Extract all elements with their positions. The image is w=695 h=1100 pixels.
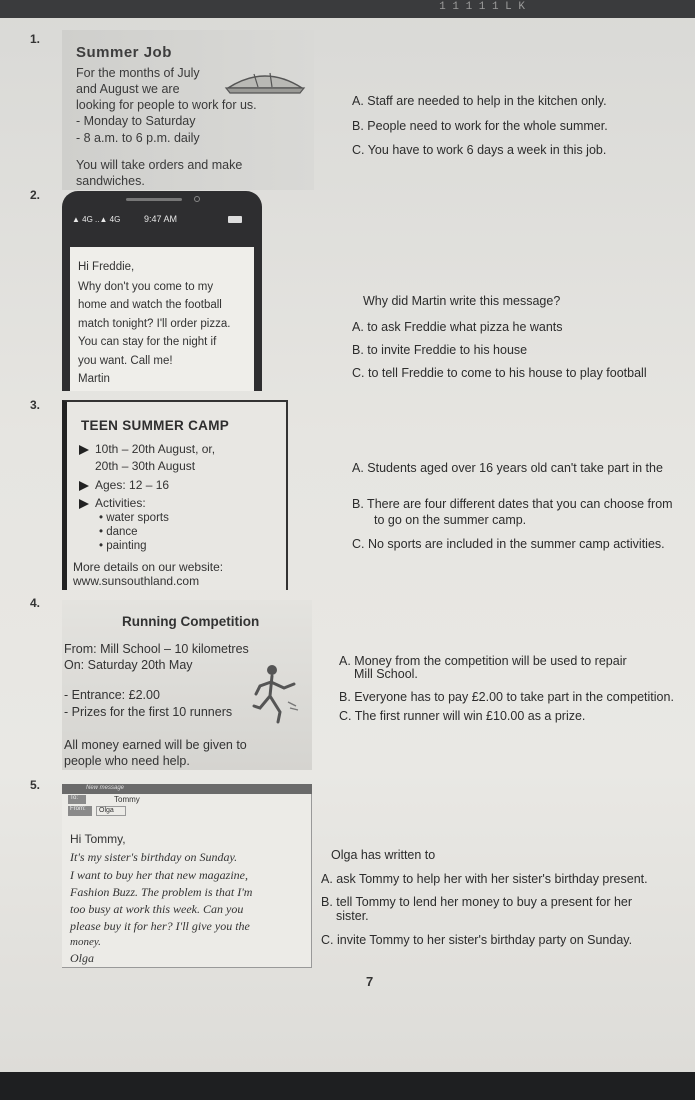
ad-line: sandwiches.	[76, 174, 145, 188]
email-to: Tommy	[114, 795, 140, 804]
email-line: money.	[70, 936, 101, 948]
summer-camp-ad	[62, 400, 288, 590]
q3-option-b: B. There are four different dates that you can choose from	[352, 497, 673, 511]
camp-activity: • painting	[99, 540, 147, 552]
email-message	[62, 784, 312, 968]
camp-activity: • water sports	[99, 512, 169, 524]
question-number-1: 1.	[30, 32, 41, 46]
run-line: - Entrance: £2.00	[64, 688, 160, 702]
header-fragment: 1 1 1 1 1 L K	[439, 1, 525, 13]
ad-line: For the months of July	[76, 66, 200, 80]
phone-camera-icon	[194, 196, 200, 202]
ad-line: looking for people to work for us.	[76, 98, 257, 112]
run-line: people who need help.	[64, 754, 190, 768]
q5-option-b-cont: sister.	[336, 909, 369, 923]
email-header-bar	[62, 784, 312, 794]
arrow-bullet-icon	[79, 481, 89, 491]
running-competition-ad	[62, 600, 312, 770]
q2-option-c: C. to tell Freddie to come to his house to play football	[352, 366, 647, 380]
sandwich-icon	[224, 68, 306, 96]
q5-option-b: B. tell Tommy to lend her money to buy a present for her	[321, 895, 633, 909]
email-header-title: New message	[86, 785, 125, 791]
q4-option-c: C. The first runner will win £10.00 as a prize.	[339, 709, 586, 723]
email-line: too busy at work this week. Can you	[70, 902, 244, 916]
email-line: I want to buy her that new magazine,	[70, 868, 248, 882]
email-to-row	[62, 795, 312, 805]
q2-option-b: B. to invite Freddie to his house	[352, 343, 528, 357]
q1-option-a: A. Staff are needed to help in the kitchen only.	[352, 94, 607, 108]
q4-option-b: B. Everyone has to pay £2.00 to take part in the competition.	[339, 690, 674, 704]
email-from: Olga	[96, 806, 126, 816]
email-line: Hi Tommy,	[70, 832, 126, 846]
phone-time: 9:47 AM	[144, 214, 178, 224]
q5-option-c: C. invite Tommy to her sister's birthday party on Sunday.	[321, 933, 633, 947]
phone-status-bar	[62, 213, 262, 227]
run-line: - Prizes for the first 10 runners	[64, 705, 233, 719]
camp-website: www.sunsouthland.com	[73, 574, 200, 588]
email-line: Fashion Buzz. The problem is that I'm	[70, 885, 253, 899]
q4-option-a: A. Money from the competition will be used to repair	[339, 654, 627, 668]
q3-option-b-cont: to go on the summer camp.	[374, 513, 527, 527]
question-number-2: 2.	[30, 188, 41, 202]
q1-option-c: C. You have to work 6 days a week in this job.	[352, 143, 607, 157]
email-line: It's my sister's birthday on Sunday.	[70, 850, 238, 864]
q4-option-a-cont: Mill School.	[354, 667, 418, 681]
signal-icon: ▲ 4G ..▲ 4G	[72, 215, 121, 224]
q3-option-a: A. Students aged over 16 years old can't take part in the	[352, 461, 663, 475]
message-line: Why don't you come to my	[78, 281, 214, 293]
question-number-4: 4.	[30, 596, 41, 610]
q1-option-b: B. People need to work for the whole summer.	[352, 119, 608, 133]
ad-line: - 8 a.m. to 6 p.m. daily	[76, 131, 200, 145]
camp-activity: • dance	[99, 526, 138, 538]
bottom-shadow	[0, 1072, 695, 1100]
summer-job-ad	[62, 30, 314, 190]
camp-dates: 20th – 30th August	[95, 459, 196, 473]
message-line: Hi Freddie,	[78, 261, 135, 273]
run-title: Running Competition	[122, 614, 260, 629]
ad-line: You will take orders and make	[76, 158, 243, 172]
message-line: match tonight? I'll order pizza.	[78, 318, 231, 330]
q2-option-a: A. to ask Freddie what pizza he wants	[352, 320, 563, 334]
question-number-5: 5.	[30, 778, 41, 792]
arrow-bullet-icon	[79, 445, 89, 455]
message-line: home and watch the football	[78, 299, 222, 311]
q3-option-c: C. No sports are included in the summer camp activities.	[352, 537, 665, 551]
phone-mockup	[62, 191, 262, 391]
top-bar	[0, 0, 695, 18]
run-line: All money earned will be given to	[64, 738, 247, 752]
phone-speaker	[126, 198, 182, 201]
email-to-label: To:	[68, 795, 86, 804]
run-line: On: Saturday 20th May	[64, 658, 193, 672]
camp-dates: 10th – 20th August, or,	[95, 442, 216, 456]
message-screen	[70, 247, 254, 391]
battery-icon	[228, 216, 242, 223]
run-line: From: Mill School – 10 kilometres	[64, 642, 249, 656]
ad-line: and August we are	[76, 82, 180, 96]
email-line: please buy it for her? I'll give you the	[70, 919, 250, 933]
q2-question: Why did Martin write this message?	[363, 294, 561, 308]
question-number-3: 3.	[30, 398, 41, 412]
message-signature: Martin	[78, 373, 110, 385]
email-from-row	[62, 806, 312, 816]
message-line: You can stay for the night if	[78, 336, 217, 348]
email-from-label: From:	[68, 806, 92, 816]
arrow-bullet-icon	[79, 499, 89, 509]
message-line: you want. Call me!	[78, 355, 173, 367]
ad-title: Summer Job	[76, 44, 172, 61]
camp-activities-label: Activities:	[95, 496, 146, 510]
camp-title: TEEN SUMMER CAMP	[81, 418, 230, 433]
email-signature: Olga	[70, 951, 94, 965]
camp-more-details: More details on our website:	[73, 560, 224, 574]
q5-stem: Olga has written to	[331, 848, 436, 862]
q5-option-a: A. ask Tommy to help her with her sister's birthday present.	[321, 872, 648, 886]
camp-ages: Ages: 12 – 16	[95, 478, 170, 492]
ad-line: - Monday to Saturday	[76, 114, 196, 128]
runner-icon	[250, 662, 306, 728]
page-number: 7	[366, 974, 374, 989]
